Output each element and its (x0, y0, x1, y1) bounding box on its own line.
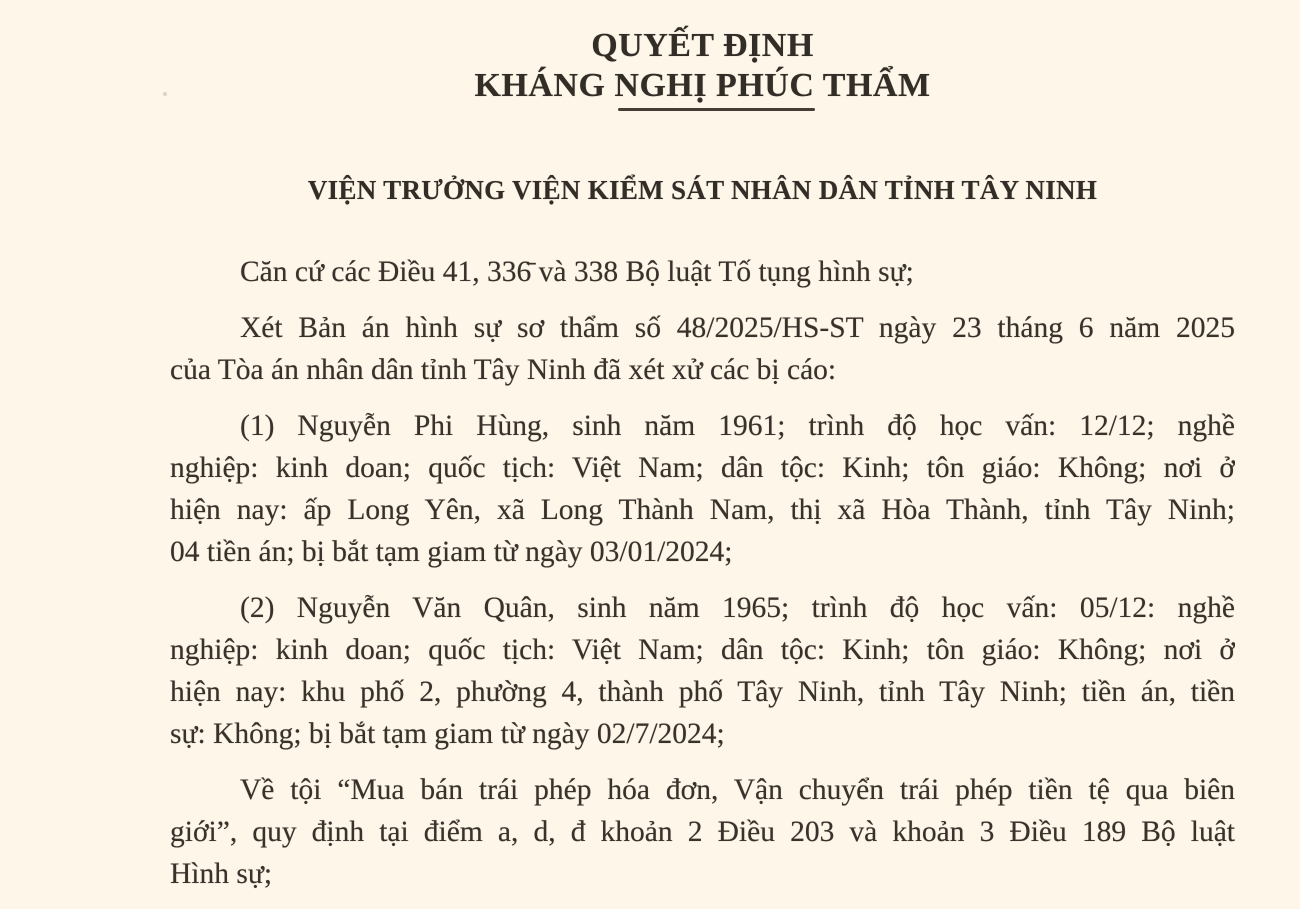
document-body (170, 251, 1235, 895)
paragraph-legal-basis (170, 251, 1235, 293)
document-line: hiện nay: khu phố 2, phường 4, thành phố Tây Ninh, tỉnh Tây Ninh; tiền án, tiền (170, 676, 1235, 708)
document-line: của Tòa án nhân dân tỉnh Tây Ninh đã xét xử các bị cáo: (170, 354, 837, 386)
document-line: nghiệp: kinh doan; quốc tịch: Việt Nam; dân tộc: Kinh; tôn giáo: Không; nơi ở (170, 452, 1235, 484)
scan-speck (163, 92, 167, 96)
title-underline (618, 108, 815, 111)
document-line: giới”, quy định tại điểm a, d, đ khoản 2 Điều 203 và khoản 3 Điều 189 Bộ luật (170, 816, 1235, 848)
document-line: hiện nay: ấp Long Yên, xã Long Thành Nam, thị xã Hòa Thành, tỉnh Tây Ninh; (170, 494, 1235, 526)
document-line: 04 tiền án; bị bắt tạm giam từ ngày 03/01/2024; (170, 536, 733, 568)
document-line: sự: Không; bị bắt tạm giam từ ngày 02/7/2024; (170, 718, 725, 750)
document-line: Về tội “Mua bán trái phép hóa đơn, Vận chuyển trái phép tiền tệ qua biên (240, 774, 1235, 806)
document-title (170, 26, 1235, 106)
scanned-document-page (170, 0, 1235, 895)
document-title-line-2: KHÁNG NGHỊ PHÚC THẨM (474, 67, 931, 104)
section-heading: VIỆN TRƯỞNG VIỆN KIỂM SÁT NHÂN DÂN TỈNH TÂY NINH (307, 175, 1098, 205)
document-line: Căn cứ các Điều 41, 336̄ và 338 Bộ luật Tố tụng hình sự; (240, 256, 914, 288)
document-line: nghiệp: kinh doan; quốc tịch: Việt Nam; dân tộc: Kinh; tôn giáo: Không; nơi ở (170, 634, 1235, 666)
document-line: Xét Bản án hình sự sơ thẩm số 48/2025/HS-ST ngày 23 tháng 6 năm 2025 (240, 312, 1235, 344)
paragraph-judgment-reference (170, 307, 1235, 391)
document-title-line-1: QUYẾT ĐỊNH (591, 27, 814, 64)
document-line: (2) Nguyễn Văn Quân, sinh năm 1965; trình độ học vấn: 05/12: nghề (240, 592, 1235, 624)
paragraph-defendant-2 (170, 587, 1235, 755)
paragraph-charges (170, 769, 1235, 895)
document-line: Hình sự; (170, 858, 273, 890)
paragraph-defendant-1 (170, 405, 1235, 573)
document-line: (1) Nguyễn Phi Hùng, sinh năm 1961; trình độ học vấn: 12/12; nghề (240, 410, 1235, 442)
